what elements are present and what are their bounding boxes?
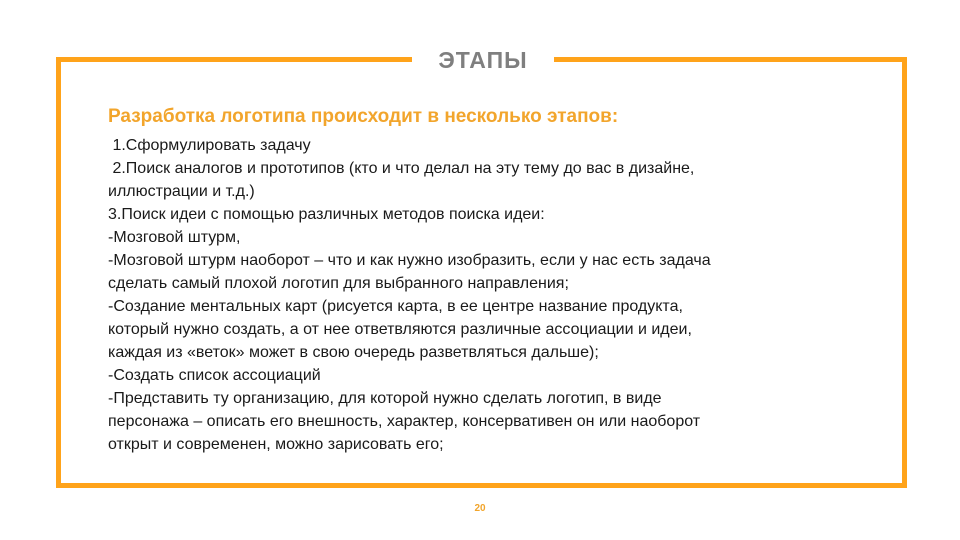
text-line: 2.Поиск аналогов и прототипов (кто и что делал на эту тему до вас в дизайне, <box>108 160 695 177</box>
page-number: 20 <box>474 503 486 514</box>
text-line: -Представить ту организацию, для которой нужно сделать логотип, в виде <box>108 390 662 407</box>
text-line: каждая из «веток» может в свою очередь разветвляться дальше); <box>108 344 599 361</box>
text-line: -Создать список ассоциаций <box>108 367 321 384</box>
text-line: открыт и современен, можно зарисовать его; <box>108 436 444 453</box>
text-line: 1.Сформулировать задачу <box>108 137 311 154</box>
text-line: -Мозговой штурм наоборот – что и как нужно изобразить, если у нас есть задача <box>108 252 711 269</box>
text-line: иллюстрации и т.д.) <box>108 183 255 200</box>
text-line: -Мозговой штурм, <box>108 229 241 246</box>
content-heading: Разработка логотипа происходит в несколько этапов: <box>108 106 619 127</box>
slide-title-container <box>412 44 554 76</box>
text-line: который нужно создать, а от нее ответвляются различные ассоциации и идеи, <box>108 321 692 338</box>
slide-title: ЭТАПЫ <box>438 47 528 73</box>
text-line: 3.Поиск идеи с помощью различных методов поиска идеи: <box>108 206 545 223</box>
text-line: -Создание ментальных карт (рисуется карта, в ее центре название продукта, <box>108 298 683 315</box>
text-line: сделать самый плохой логотип для выбранного направления; <box>108 275 569 292</box>
slide-content <box>108 104 868 456</box>
text-line: персонажа – описать его внешность, характер, консервативен он или наоборот <box>108 413 701 430</box>
